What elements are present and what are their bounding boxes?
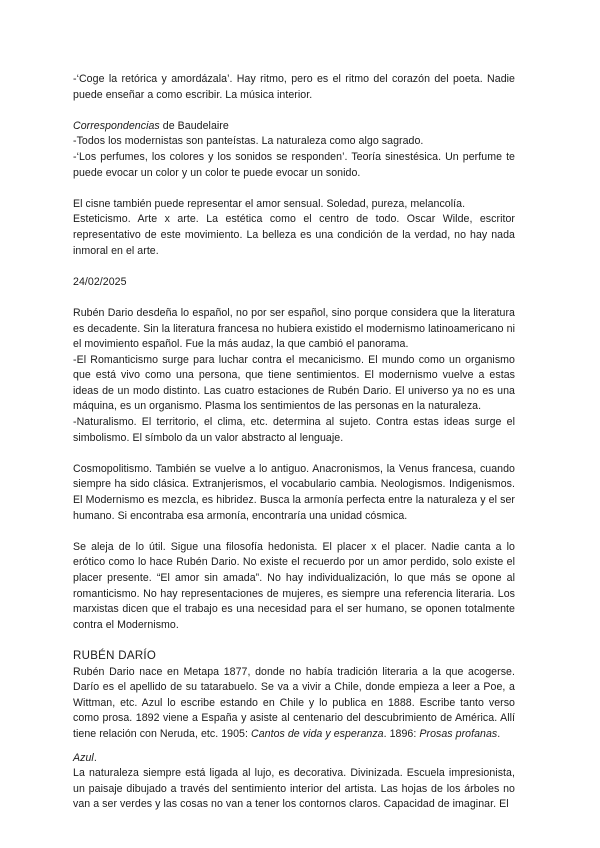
correspondencias-heading [73,119,515,135]
paragraph-esteticismo: Esteticismo. Arte x arte. La estética como el centro de todo. Oscar Wilde, escritor representativo de este movimiento. La belleza es una condición de la verdad, no hay nada inmoral en el arte. [73,213,515,257]
azul-title: Azul [73,751,94,764]
azul-heading: Azul. [73,751,97,764]
date-label: 24/02/2025 [73,275,127,288]
correspondencias-author: de Baudelaire [159,119,229,132]
paragraph-ruben-desdena: Rubén Dario desdeña lo español, no por ser español, sino porque considera que la literatura es decadente. Sin la literatura francesa no hubiera existido el modernismo latinoamericano ni el movimiento español. Fue la más audaz, la que cambió el panorama. [73,306,515,351]
paragraph-hedonismo: Se aleja de lo útil. Sigue una filosofía hedonista. El placer x el placer. Nadie canta a lo erótico como lo hace Rubén Dario. No existe el recuerdo por un amor perdido, solo existe el placer presente. “El amor sin amada”. No hay individualización, lo que más se opone al romanticismo. No hay representaciones de mujeres, es siempre una referencia literaria. Los marxistas dicen que el trabajo es una necesidad para el ser humano, se oponen totalmente contra el Modernismo. [73,540,515,631]
document-body [73,72,515,813]
paragraph-romanticismo: -El Romanticismo surge para luchar contra el mecanicismo. El mundo como un organismo que está vivo como una persona, que tiene sentimientos. El modernismo vuelve a estas ideas de un modo distinto. Las cuatro estaciones de Rubén Dario. El universo ya no es una máquina, es un organismo. Plasma los sentimientos de las personas en la naturaleza. [73,353,515,413]
paragraph-cisne: El cisne también puede representar el amor sensual. Soledad, pureza, melancolía. [73,197,466,210]
work-title-prosas: Prosas profanas [419,727,498,740]
paragraph-naturaleza-lujo: La naturaleza siempre está ligada al lujo, es decorativa. Divinizada. Escuela impresionista, un paisaje dibujado a través del sentimiento interior del artista. Las hojas de los árboles no van a ser verdes y las cosas no van a tener los contornos claros. Capacidad de imaginar. El [73,767,515,811]
paragraph-biografia: Rubén Dario nace en Metapa 1877, donde no había tradición literaria a la que acogerse. Darío es el apellido de su tatarabuelo. Se va a vivir a Chile, donde empieza a leer a Poe, a Wittman, etc. Azul lo escribe estando en Chile y lo publica en 1888. Escribe tanto verso como prosa. 1892 viene a España y asiste al centenario del descubrimiento de América. Allí tiene relación con Neruda, etc. 1905: Cantos de vida y esperanza. 1896: Prosas profanas. [73,665,515,740]
work-title-cantos: Cantos de vida y esperanza [251,727,384,740]
correspondencias-title: Correspondencias [73,119,160,132]
paragraph-cosmopolitismo: Cosmopolitismo. También se vuelve a lo antiguo. Anacronismos, la Venus francesa, cuando siempre ha sido clásica. Extranjerismos, el vocabulario cambia. Neologismos. Indigenismos. El Modernismo es mezcla, es hibridez. Busca la armonía perfecta entre la naturaleza y el ser humano. Si encontraba esa armonía, encontraría una unidad cósmica. [73,462,515,522]
section-heading-ruben-dario: RUBÉN DARÍO [73,649,157,662]
paragraph-panteistas: -Todos los modernistas son panteístas. La naturaleza como algo sagrado. [73,135,424,148]
paragraph-coge-la-retorica: -‘Coge la retórica y amordázala’. Hay ritmo, pero es el ritmo del corazón del poeta. Nadie puede enseñar a como escribir. La música interior. [73,73,515,101]
paragraph-sinestesia: -‘Los perfumes, los colores y los sonidos se responden’. Teoría sinestésica. Un perfume te puede evocar un color y un color te puede evocar un sonido. [73,150,515,179]
paragraph-naturalismo: -Naturalismo. El territorio, el clima, etc. determina al sujeto. Contra estas ideas surge el simbolismo. El símbolo da un valor abstracto al lenguaje. [73,416,515,444]
